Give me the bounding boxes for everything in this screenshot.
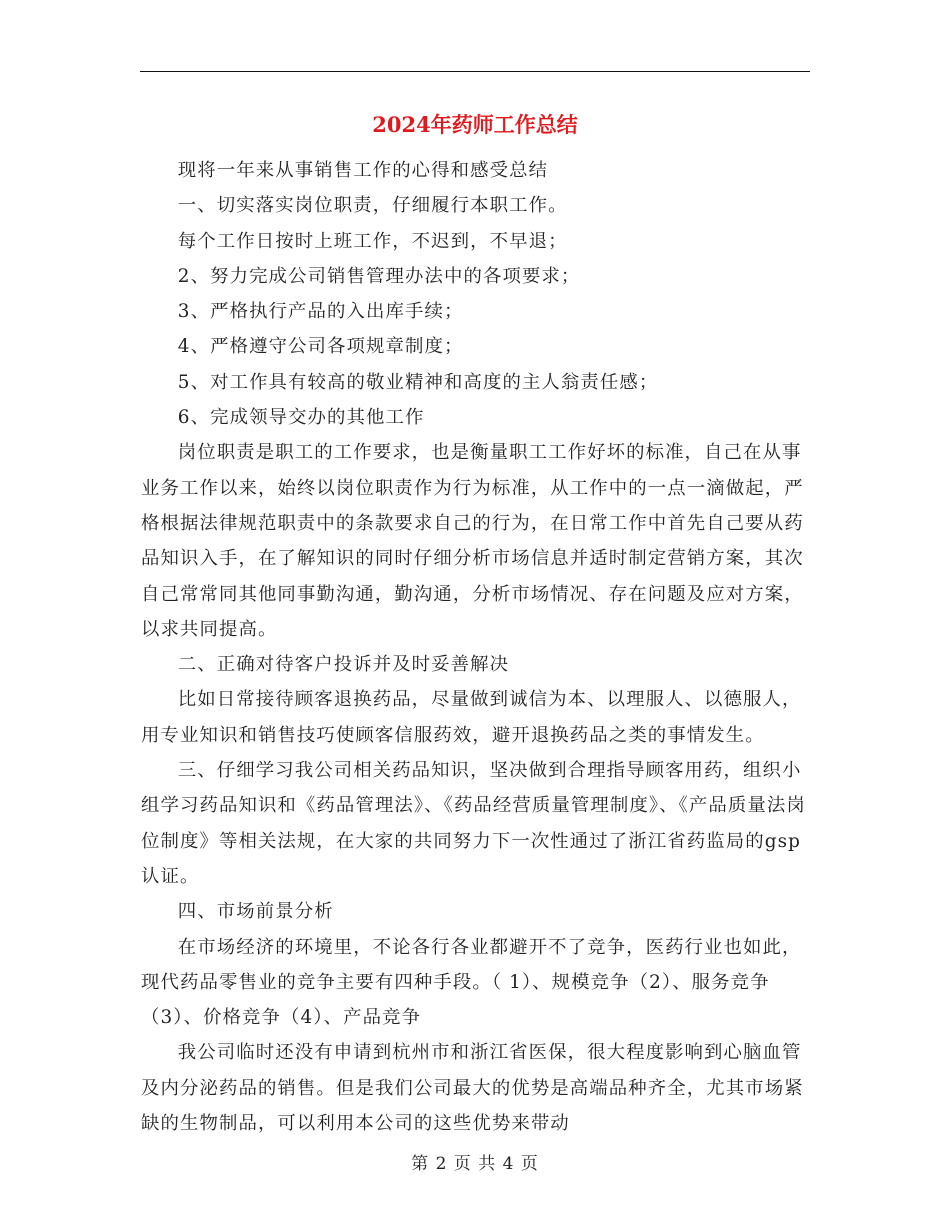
section-3-paragraph: 三、仔细学习我公司相关药品知识，坚决做到合理指导顾客用药，组织小组学习药品知识和《药品管理法》、《药品经营质量管理制度》、《产品质量法岗位制度》等相关法规，在大家的共同努力下一次性通过了浙江省药监局的gsp认证。 [141,760,806,887]
header-rule [140,71,810,72]
body-paragraph: 我公司临时还没有申请到杭州市和浙江省医保，很大程度影响到心脑血管及内分泌药品的销售。但是我们公司最大的优势是高端品种齐全，尤其市场紧缺的生物制品，可以利用本公司的这些优势来带动 [141,1042,804,1135]
list-item: 2、努力完成公司销售管理办法中的各项要求； [177,265,581,287]
document-title: 2024年药师工作总结 [372,112,578,137]
list-item: 4、严格遵守公司各项规章制度； [177,336,464,358]
page-number: 第 2 页 共 4 页 [411,1154,539,1174]
list-item: 6、完成领导交办的其他工作 [177,407,425,429]
body-paragraph: 在市场经济的环境里，不论各行各业都避开不了竞争，医药行业也如此，现代药品零售业的竞争主要有四种手段。（ 1）、规模竞争（2）、服务竞争（3）、价格竞争（4）、产品竞争 [141,936,802,1029]
list-item: 每个工作日按时上班工作，不迟到，不早退； [177,230,568,252]
section-2-heading: 二、正确对待客户投诉并及时妥善解决 [177,654,510,676]
body-paragraph: 岗位职责是职工的工作要求，也是衡量职工工作好坏的标准，自己在从事业务工作以来，始终以岗位职责作为行为标准，从工作中的一点一滴做起，严格根据法律规范职责中的条款要求自己的行为，在日常工作中首先自己要从药品知识入手，在了解知识的同时仔细分析市场信息并适时制定营销方案，其次自己常常同其他同事勤沟通，勤沟通，分析市场情况、存在问题及应对方案，以求共同提高。 [141,442,804,640]
section-1-heading: 一、切实落实岗位职责，仔细履行本职工作。 [177,195,568,217]
body-paragraph: 比如日常接待顾客退换药品，尽量做到诚信为本、以理服人、以德服人，用专业知识和销售技巧使顾客信服药效，避开退换药品之类的事情发生。 [141,689,802,746]
section-4-heading: 四、市场前景分析 [177,901,334,923]
intro-paragraph: 现将一年来从事销售工作的心得和感受总结 [177,160,549,181]
list-item: 3、严格执行产品的入出库手续； [177,301,464,323]
document-body [141,153,809,1141]
list-item: 5、对工作具有较高的敬业精神和高度的主人翁责任感； [177,371,659,393]
